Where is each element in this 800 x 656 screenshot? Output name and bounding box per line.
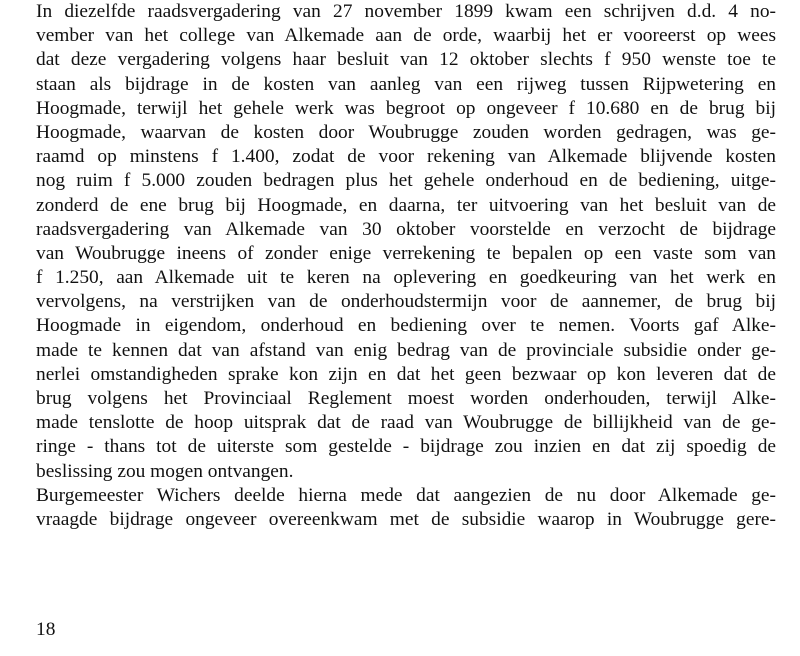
text-line: van Woubrugge ineens of zonder enige verrekening te bepalen op een vaste som van xyxy=(36,242,776,264)
text-line: Hoogmade, waarvan de kosten door Woubrugge zouden worden gedragen, was ge- xyxy=(36,121,776,143)
paragraph-1 xyxy=(36,0,776,484)
text-line: nerlei omstandigheden sprake kon zijn en dat het geen bezwaar op kon leveren dat de xyxy=(36,363,776,385)
text-line: f 1.250, aan Alkemade uit te keren na oplevering en goedkeuring van het werk en xyxy=(36,267,776,289)
text-line: Hoogmade in eigendom, onderhoud en bediening over te nemen. Voorts gaf Alke- xyxy=(36,315,776,337)
text-line: nog ruim f 5.000 zouden bedragen plus het gehele onderhoud en de bediening, uitge- xyxy=(36,170,776,192)
paragraph-2 xyxy=(36,484,776,532)
text-line: Burgemeester Wichers deelde hierna mede dat aangezien de nu door Alkemade ge- xyxy=(36,484,776,506)
text-line: vervolgens, na verstrijken van de onderhoudstermijn voor de aannemer, de brug bij xyxy=(36,291,776,313)
text-line: made tenslotte de hoop uitsprak dat de raad van Woubrugge de billijkheid van de ge- xyxy=(36,412,776,434)
text-line: brug volgens het Provinciaal Reglement moest worden onderhouden, terwijl Alke- xyxy=(36,388,776,409)
text-line: raadsvergadering van Alkemade van 30 oktober voorstelde en verzocht de bijdrage xyxy=(36,218,776,240)
text-line: vraagde bijdrage ongeveer overeenkwam met de subsidie waarop in Woubrugge gere- xyxy=(36,508,776,530)
text-line: ringe - thans tot de uiterste som gestelde - bijdrage zou inzien en dat zij spoedig de xyxy=(36,436,776,458)
text-line: beslissing zou mogen ontvangen. xyxy=(36,460,294,482)
body-text xyxy=(36,0,776,532)
page-number: 18 xyxy=(36,619,56,640)
text-line: made te kennen dat van afstand van enig bedrag van de provinciale subsidie onder ge- xyxy=(36,339,776,361)
text-line: raamd op minstens f 1.400, zodat de voor rekening van Alkemade blijvende kosten xyxy=(36,146,776,168)
text-line: staan als bijdrage in de kosten van aanleg van een rijweg tussen Rijpwetering en xyxy=(36,73,776,95)
text-line: vember van het college van Alkemade aan de orde, waarbij het er vooreerst op wees xyxy=(36,25,776,47)
text-line: In diezelfde raadsvergadering van 27 november 1899 kwam een schrijven d.d. 4 no- xyxy=(36,1,776,22)
text-line: zonderd de ene brug bij Hoogmade, en daarna, ter uitvoering van het besluit van de xyxy=(36,194,776,216)
text-line: Hoogmade, terwijl het gehele werk was begroot op ongeveer f 10.680 en de brug bij xyxy=(36,97,776,119)
text-line: dat deze vergadering volgens haar besluit van 12 oktober slechts f 950 wenste toe te xyxy=(36,49,776,71)
